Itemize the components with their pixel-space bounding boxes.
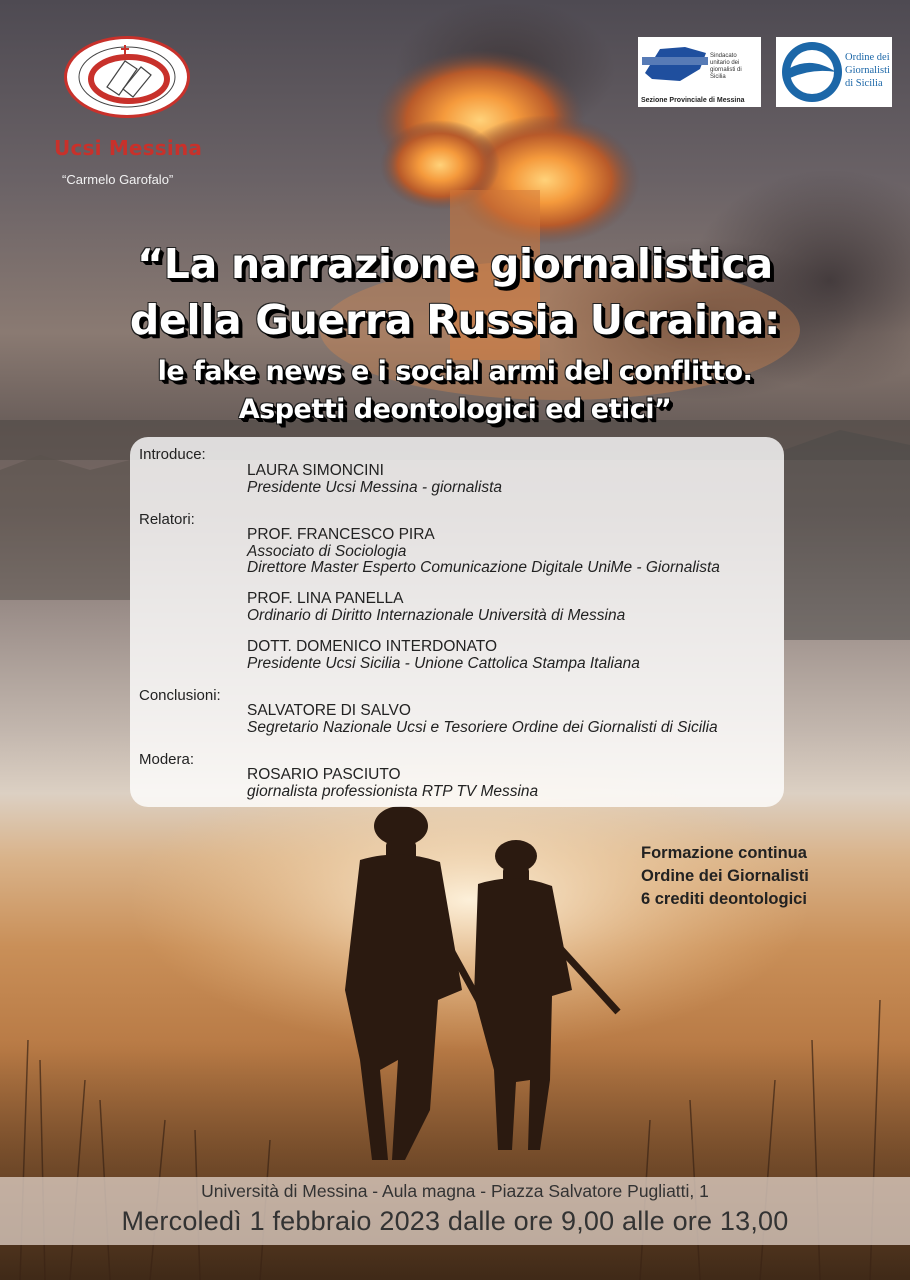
relatori-label: Relatori: — [139, 511, 195, 528]
credits-line: Ordine dei Giornalisti — [641, 867, 809, 885]
speaker-role: Direttore Master Esperto Comunicazione Digitale UniMe - Giornalista — [247, 559, 720, 576]
assostampa-caption: Sezione Provinciale di Messina — [641, 97, 745, 104]
modera-label: Modera: — [139, 751, 195, 768]
credits-line: 6 crediti deontologici — [641, 890, 807, 908]
event-venue: Università di Messina - Aula magna - Piazza Salvatore Pugliatti, 1 — [201, 1181, 709, 1201]
ucsi-seal-logo — [64, 36, 190, 118]
assostampa-logo — [638, 37, 761, 107]
introduce-label: Introduce: — [139, 446, 206, 463]
ordine-giornalisti-logo — [776, 37, 892, 107]
event-date: Mercoledì 1 febbraio 2023 dalle ore 9,00 alle ore 13,00 — [121, 1206, 789, 1236]
assostampa-text: Sindacato unitario dei giornalisti di Sicilia — [710, 53, 742, 80]
speaker-name: DOTT. DOMENICO INTERDONATO — [247, 638, 498, 655]
title-line-1: “La narrazione giornalistica — [137, 240, 773, 288]
speaker-role: Presidente Ucsi Messina - giornalista — [247, 479, 502, 496]
speaker-role: Segretario Nazionale Ucsi e Tesoriere Ordine dei Giornalisti di Sicilia — [247, 719, 718, 736]
speaker-name: ROSARIO PASCIUTO — [247, 766, 401, 783]
title-line-2: della Guerra Russia Ucraina: — [129, 296, 781, 344]
speaker-name: PROF. LINA PANELLA — [247, 590, 404, 607]
speaker-name: LAURA SIMONCINI — [247, 462, 384, 479]
credits-block — [641, 842, 809, 911]
ordine-logo-text: Ordine dei Giornalisti di Sicilia — [845, 52, 890, 89]
speaker-name: SALVATORE DI SALVO — [247, 702, 411, 719]
speaker-role: giornalista professionista RTP TV Messina — [247, 783, 539, 800]
title-line-3: le fake news e i social armi del conflitto. — [157, 356, 753, 387]
organizer-subtitle: “Carmelo Garofalo” — [62, 172, 174, 187]
speaker-name: PROF. FRANCESCO PIRA — [247, 526, 435, 543]
speaker-role: Ordinario di Diritto Internazionale Università di Messina — [247, 607, 626, 624]
title-line-4: Aspetti deontologici ed etici” — [238, 394, 672, 425]
credits-line: Formazione continua — [641, 844, 807, 862]
conclusioni-label: Conclusioni: — [139, 687, 221, 704]
organizer-name: Ucsi Messina — [54, 136, 203, 160]
speaker-role: Associato di Sociologia — [247, 543, 407, 560]
speaker-role: Presidente Ucsi Sicilia - Unione Cattolica Stampa Italiana — [247, 655, 640, 672]
